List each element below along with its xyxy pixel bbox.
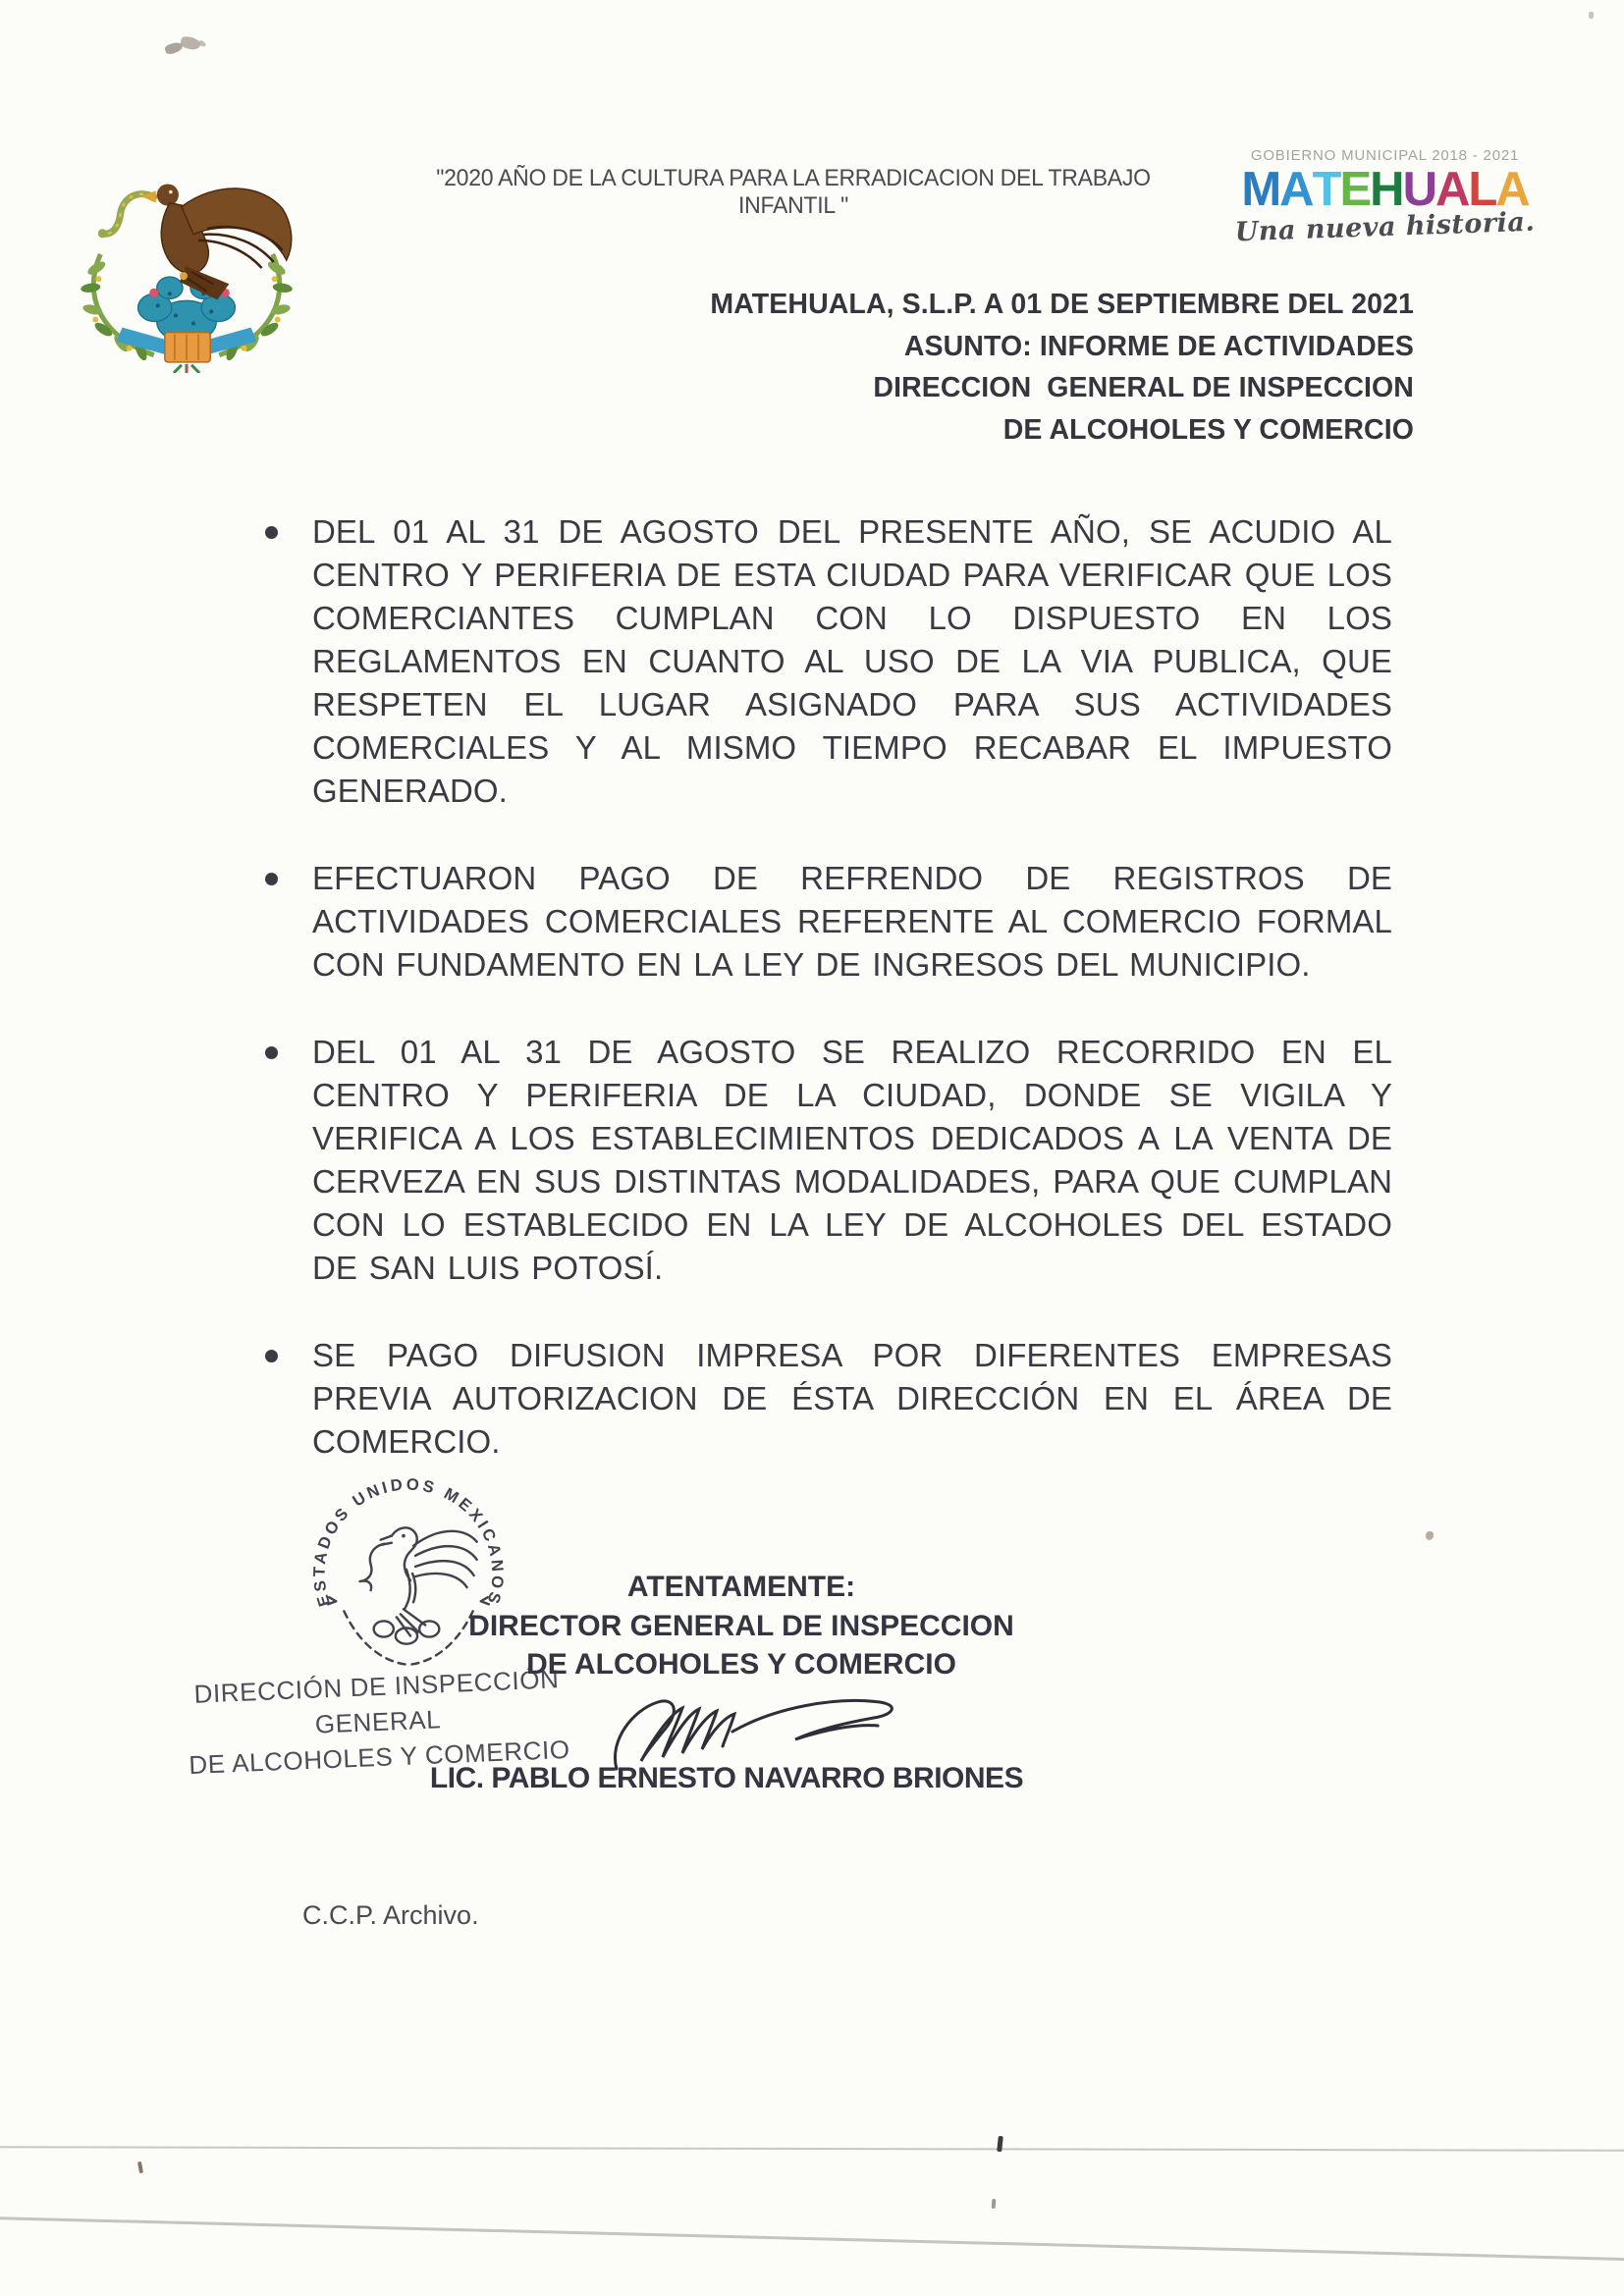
header-quote: "2020 AÑO DE LA CULTURA PARA LA ERRADICACION DEL TRABAJO INFANTIL "	[436, 165, 1151, 219]
scan-speck	[137, 2162, 143, 2174]
activity-item	[261, 510, 1392, 813]
activity-text: DEL 01 AL 31 DE AGOSTO DEL PRESENTE AÑO, SE ACUDIO AL CENTRO Y PERIFERIA DE ESTA CIUDAD PARA VERIFICAR QUE LOS COMERCIANTES CUMPLAN CON LO DISPUESTO EN LOS REGLAMENTOS EN CUANTO AL USO DE LA VIA PUBLICA, QUE RESPETEN EL LUGAR ASIGNADO PARA SUS ACTIVIDADES COMERCIALES Y AL MISMO TIEMPO RECABAR EL IMPUESTO GENERADO.	[312, 513, 1392, 809]
activity-report-list	[261, 510, 1392, 1508]
letter-place-date: MATEHUALA, S.L.P. A 01 DE SEPTIEMBRE DEL 2021	[710, 289, 1414, 320]
letter-department-line1: DIRECCION GENERAL DE INSPECCION	[873, 372, 1414, 403]
letter-heading-block	[609, 284, 1414, 451]
activity-item	[261, 1031, 1392, 1290]
closing-salutation: ATENTAMENTE:	[626, 1571, 856, 1603]
logo-letter: A	[1279, 163, 1313, 216]
logo-letter: L	[1468, 163, 1496, 216]
logo-government-caption: GOBIERNO MUNICIPAL 2018 - 2021	[1250, 147, 1520, 164]
logo-letter: A	[1495, 163, 1529, 216]
activity-text: DEL 01 AL 31 DE AGOSTO SE REALIZO RECORRIDO EN EL CENTRO Y PERIFERIA DE LA CIUDAD, DONDE SE VIGILA Y VERIFICA A LOS ESTABLECIMIENTOS DEDICADOS A LA VENTA DE CERVEZA EN SUS DISTINTAS MODALIDADES, PARA QUE CUMPLAN CON LO ESTABLECIDO EN LA LEY DE ALCOHOLES DEL ESTADO DE SAN LUIS POTOSÍ.	[312, 1034, 1392, 1286]
bullet-icon	[265, 526, 278, 539]
activity-text: SE PAGO DIFUSION IMPRESA POR DIFERENTES EMPRESAS PREVIA AUTORIZACION DE ÉSTA DIRECCIÓN EN EL ÁREA DE COMERCIO.	[312, 1337, 1392, 1460]
scan-speck	[1426, 1531, 1434, 1540]
logo-letter: M	[1241, 163, 1280, 216]
logo-letter: E	[1339, 163, 1371, 216]
signer-title-line2: DE ALCOHOLES Y COMERCIO	[526, 1648, 956, 1681]
activity-text: EFECTUARON PAGO DE REFRENDO DE REGISTROS DE ACTIVIDADES COMERCIALES REFERENTE AL COMERCIO FORMAL CON FUNDAMENTO EN LA LEY DE INGRESOS DEL MUNICIPIO.	[312, 860, 1392, 983]
scan-edge-line	[0, 2216, 1624, 2261]
stamp-caption-line2: DE ALCOHOLES Y COMERCIO	[188, 1734, 571, 1781]
signature-block	[422, 1568, 1060, 1684]
logo-letter: T	[1312, 163, 1340, 216]
stamp-ring-text: ESTADOS UNIDOS MEXICANOS	[309, 1474, 508, 1609]
logo-tagline: Una nueva historia.	[1234, 207, 1536, 248]
logo-letter: H	[1370, 163, 1403, 216]
scan-speck	[1589, 12, 1594, 19]
matehuala-logo	[1216, 147, 1554, 248]
scan-smudge-artifact	[165, 31, 210, 57]
signer-title-line1: DIRECTOR GENERAL DE INSPECCION	[468, 1609, 1014, 1642]
scan-edge-line	[0, 2146, 1624, 2151]
signer-name: LIC. PABLO ERNESTO NAVARRO BRIONES	[429, 1762, 1024, 1794]
bullet-icon	[265, 1046, 278, 1059]
activity-item	[261, 1334, 1392, 1464]
letter-department-line2: DE ALCOHOLES Y COMERCIO	[1002, 413, 1414, 446]
activity-item	[261, 857, 1392, 987]
letter-subject: ASUNTO: INFORME DE ACTIVIDADES	[903, 330, 1414, 362]
bullet-icon	[265, 1350, 278, 1362]
logo-letter: A	[1435, 163, 1469, 216]
mexican-coat-of-arms-icon	[59, 137, 314, 373]
stamp-caption-line1: DIRECCIÓN DE INSPECCIÓN GENERAL	[192, 1664, 560, 1739]
logo-letter: U	[1402, 163, 1435, 216]
scan-speck	[992, 2199, 997, 2209]
bullet-icon	[265, 873, 278, 885]
ccp-note: C.C.P. Archivo.	[302, 1900, 479, 1930]
